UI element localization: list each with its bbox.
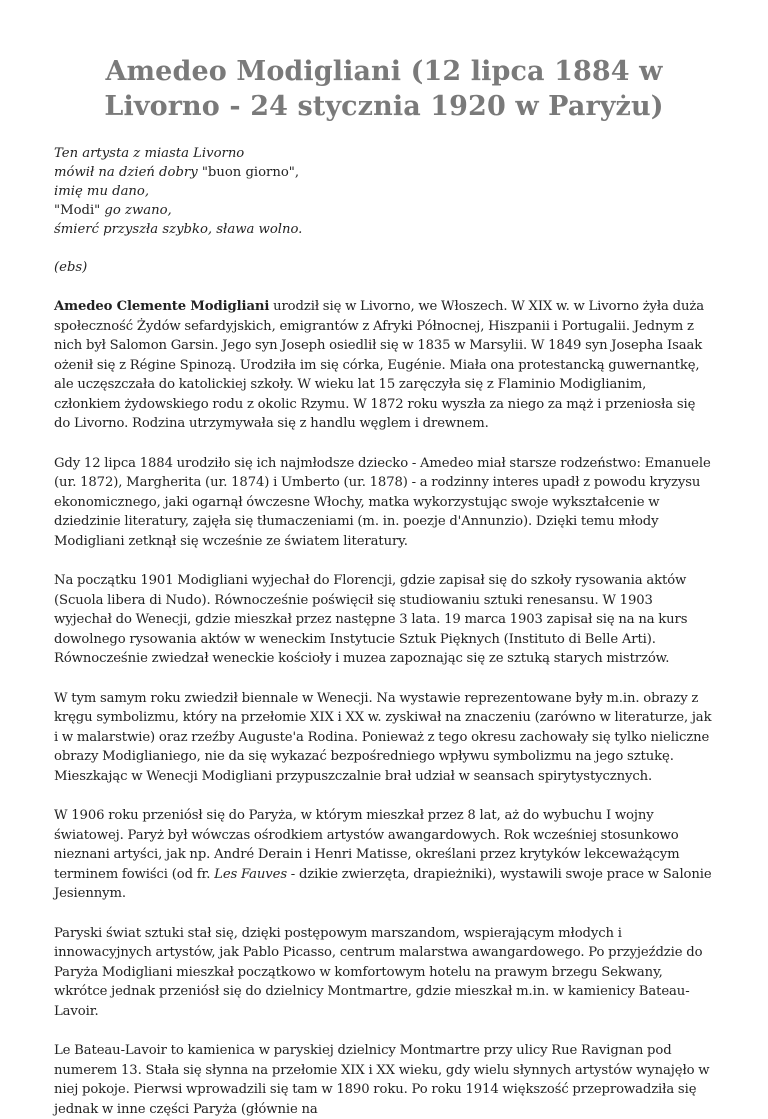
paragraph-5 [54,806,714,904]
italic-term: Les Fauves [214,866,288,882]
poem-line [54,163,714,182]
paragraph-text: W 1906 roku przeniósł się do Paryża, w którym mieszkał przez 8 lat, aż do wybuchu I wojny światowej. Paryż był wówczas ośrodkiem artystów awangardowych. Rok wcześniej stosunkowo nieznani artyści, jak np. André Derain i Henri Matisse, określani przez krytyków lekceważącym terminem fowiści (od fr. [54,808,680,882]
poem-line [54,220,714,239]
poem-line [54,201,714,220]
poem-author: (ebs) [54,260,88,275]
poem-line-text: Ten artysta z miasta Livorno [54,146,245,161]
paragraph-4: W tym samym roku zwiedził biennale w Wenecji. Na wystawie reprezentowane były m.in. obrazy z kręgu symbolizmu, który na przełomie XIX i XX w. zyskiwał na znaczeniu (zarówno w literaturze, jak i w malarstwie) oraz rzeźby Auguste'a Rodina. Ponieważ z tego okresu zachowały się tylko nieliczne obrazy Modiglianiego, nie da się wykazać bezpośredniego wpływu symbolizmu na jego sztukę. Mieszkając w Wenecji Modigliani przypuszczalnie brał udział w seansach spirytystycznych. [54,690,712,784]
poem [54,144,714,239]
poem-line-text: imię mu dano, [54,184,150,199]
paragraph-3: Na początku 1901 Modigliani wyjechał do Florencji, gdzie zapisał się do szkoły rysowania aktów (Scuola libera di Nudo). Równocześnie poświęcił się studiowaniu sztuki renesansu. W 1903 wyjechał do Wenecji, gdzie mieszkał przez następne 3 lata. 19 marca 1903 zapisał się na na kurs dowolnego rysowania aktów w weneckim Instytucie Sztuk Pięknych (Instituto di Belle Arti). Równocześnie zwiedzał weneckie kościoły i muzea zapoznając się ze sztuką starych mistrzów. [54,573,688,666]
poem-line-text: śmierć przyszła szybko, sława wolno. [54,222,303,237]
paragraph-7: Le Bateau-Lavoir to kamienica w paryskiej dzielnicy Montmartre przy ulicy Rue Ravignan pod numerem 13. Stała się słynna na przełomie XIX i XX wieku, gdy wielu słynnych artystów wynajęło w niej pokoje. Pierwsi wprowadzili się tam w 1890 roku. Po roku 1914 większość przeprowadziła się jednak w inne części Paryża (głównie na [54,1043,710,1117]
paragraph-2: Gdy 12 lipca 1884 urodziło się ich najmłodsze dziecko - Amedeo miał starsze rodzeństwo: Emanuele (ur. 1872), Margherita (ur. 1874) i Umberto (ur. 1878) - a rodzinny interes upadł z powodu kryzysu ekonomicznego, jaki ogarnął ówczesne Włochy, matka wykorzystując swoje wykształcenie w dziedzinie literatury, zajęła się tłumaczeniami (m. in. poezje d'Annunzio). Dzięki temu młody Modigliani zetknął się wcześnie ze światem literatury. [54,455,711,549]
poem-line-text: go zwano, [100,203,172,218]
paragraph-text: urodził się w Livorno, we Włoszech. W XIX w. w Livorno żyła duża społeczność Żydów sefardyjskich, emigrantów z Afryki Północnej, Hiszpanii i Portugalii. Jednym z nich był Salomon Garsin. Jego syn Joseph osiedlił się w 1835 w Marsylii. W 1849 syn Josepha Isaak ożenił się z Régine Spinozą. Urodziła im się córka, Eugénie. Miała ona protestancką guwernantkę, ale uczęszczała do katolickiej szkoły. W wieku lat 15 zaręczyła się z Flaminio Modiglianim, członkiem żydowskiego rodu z okolic Rzymu. W 1872 roku wyszła za niego za mąż i przeniosła się do Livorno. Rodzina utrzymywała się z handlu węglem i drewnem. [54,299,704,431]
document-page [54,0,714,1119]
poem-line-text: mówił na dzień dobry [54,165,198,180]
subject-name: Amedeo Clemente Modigliani [54,299,270,314]
poem-line [54,182,714,201]
paragraph-text: - dzikie zwierzęta, drapieżniki), wystawili swoje prace w Salonie Jesiennym. [54,866,712,901]
paragraph-6: Paryski świat sztuki stał się, dzięki postępowym marszandom, wspierającym młodych i innowacyjnych artystów, jak Pablo Picasso, centrum malarstwa awangardowego. Po przyjeździe do Paryża Modigliani mieszkał początkowo w komfortowym hotelu na prawym brzegu Sekwany, wkrótce jednak przeniósł się do dzielnicy Montmartre, gdzie mieszkał m.in. w kamienicy Bateau-Lavoir. [54,925,703,1019]
poem-line [54,144,714,163]
poem-line-quote: "Modi" [54,203,101,218]
paragraph-1 [54,297,714,434]
poem-line-quote: "buon giorno", [197,165,300,180]
page-title: Amedeo Modigliani (12 lipca 1884 w Livorno - 24 stycznia 1920 w Paryżu) [104,56,664,122]
